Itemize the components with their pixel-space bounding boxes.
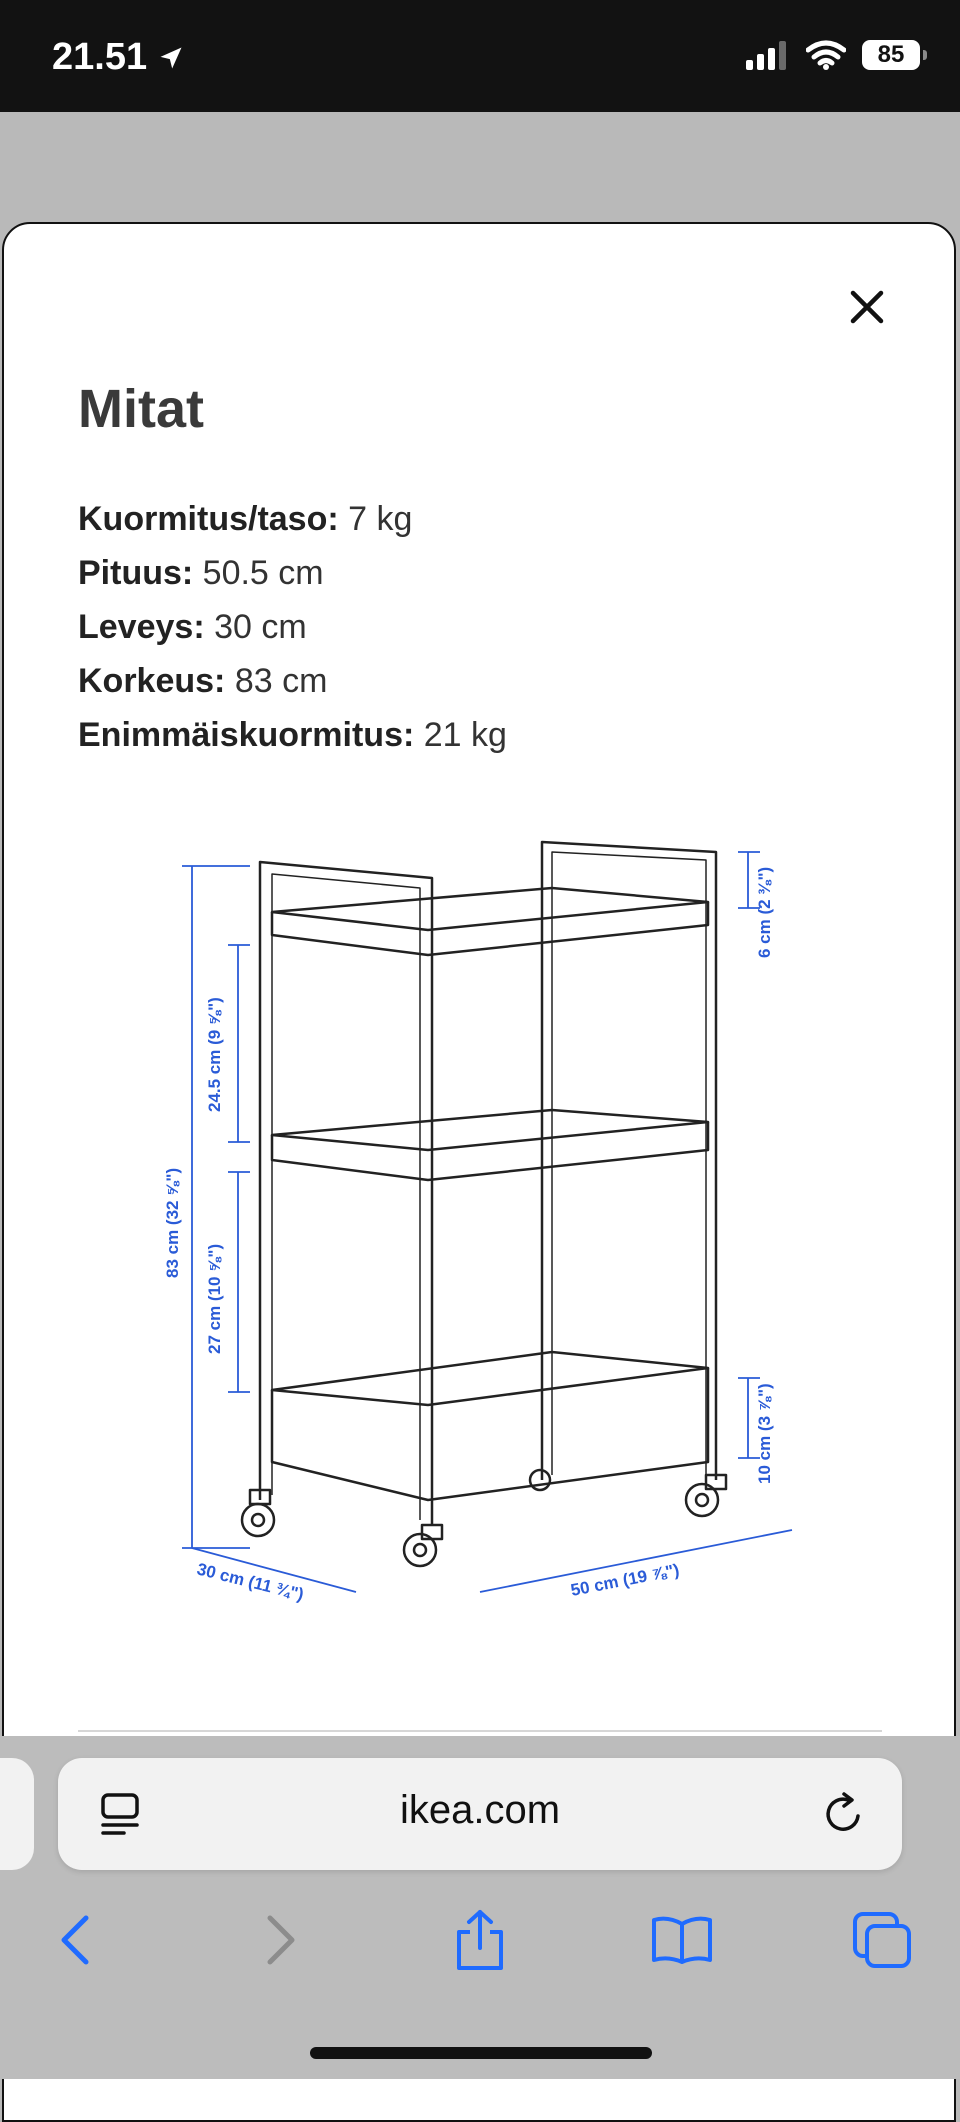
signal-icon: [746, 40, 790, 70]
close-button[interactable]: [842, 282, 892, 332]
bottom-shelf: [272, 1352, 708, 1405]
wheel-front-left: [242, 1490, 274, 1536]
middle-shelf: [272, 1110, 708, 1150]
dim-label-width: 50 cm (19 ⅞"): [569, 1560, 681, 1600]
previous-tab-peek[interactable]: [0, 1758, 34, 1870]
spec-label: Korkeus:: [78, 662, 226, 700]
dimension-lines: [182, 852, 792, 1592]
spec-value: 50.5 cm: [202, 554, 324, 592]
spec-value: 21 kg: [423, 716, 507, 754]
wheel-back-right: [686, 1475, 726, 1516]
trolley-dimension-diagram: [150, 820, 810, 1640]
dim-label-handle-height: 6 cm (2 ⅜"): [755, 866, 774, 958]
dim-label-depth: 30 cm (11 ¾"): [195, 1559, 306, 1605]
share-button[interactable]: [440, 1900, 520, 1980]
section-divider: [78, 1730, 882, 1732]
status-time-group: [52, 36, 185, 79]
spec-label: Leveys:: [78, 608, 205, 646]
spec-row-max-load: [78, 708, 507, 762]
wheel-front-right: [404, 1525, 442, 1566]
tabs-button[interactable]: [842, 1900, 922, 1980]
status-bar: [0, 0, 960, 112]
dim-label-total-height: 83 cm (32 ⅝"): [163, 1167, 182, 1278]
dim-label-lower-shelf-gap: 27 cm (10 ⅝"): [205, 1243, 224, 1354]
status-time: 21.51: [52, 36, 148, 78]
spec-row-height: [78, 654, 507, 708]
spec-row-load-per-shelf: [78, 492, 507, 546]
back-button[interactable]: [34, 1900, 114, 1980]
wifi-icon: [806, 40, 846, 70]
status-right: [746, 40, 920, 70]
spec-row-width: [78, 600, 507, 654]
url-text[interactable]: ikea.com: [399, 1788, 561, 1832]
bookmarks-icon: [650, 1914, 714, 1966]
browser-toolbar: [0, 1900, 960, 1980]
close-icon: [849, 289, 885, 325]
top-shelf: [272, 888, 708, 930]
address-bar[interactable]: [58, 1758, 902, 1870]
spec-row-length: [78, 546, 507, 600]
share-icon: [453, 1908, 507, 1972]
reload-icon[interactable]: [822, 1790, 866, 1836]
home-indicator[interactable]: [310, 2047, 652, 2059]
tabs-icon: [851, 1910, 913, 1970]
location-arrow-icon: [157, 44, 185, 72]
back-icon: [56, 1912, 92, 1968]
trolley-drawing: [242, 842, 726, 1566]
bookmarks-button[interactable]: [642, 1900, 722, 1980]
spec-value: 83 cm: [234, 662, 328, 700]
spec-value: 30 cm: [214, 608, 307, 646]
forward-button[interactable]: [242, 1900, 322, 1980]
spec-list: [78, 492, 507, 762]
back-handle: [542, 842, 716, 1480]
front-handle: [260, 862, 432, 1525]
spec-label: Enimmäiskuormitus:: [78, 716, 415, 754]
dim-label-upper-shelf-gap: 24.5 cm (9 ⅝"): [205, 997, 224, 1112]
forward-icon: [264, 1912, 300, 1968]
sheet-title: Mitat: [78, 379, 204, 439]
dim-label-bottom-rim: 10 cm (3 ⅞"): [755, 1383, 774, 1484]
spec-label: Pituus:: [78, 554, 194, 592]
battery-level: 85: [877, 41, 905, 68]
spec-label: Kuormitus/taso:: [78, 500, 339, 538]
battery-icon: [862, 40, 920, 70]
spec-value: 7 kg: [348, 500, 413, 538]
